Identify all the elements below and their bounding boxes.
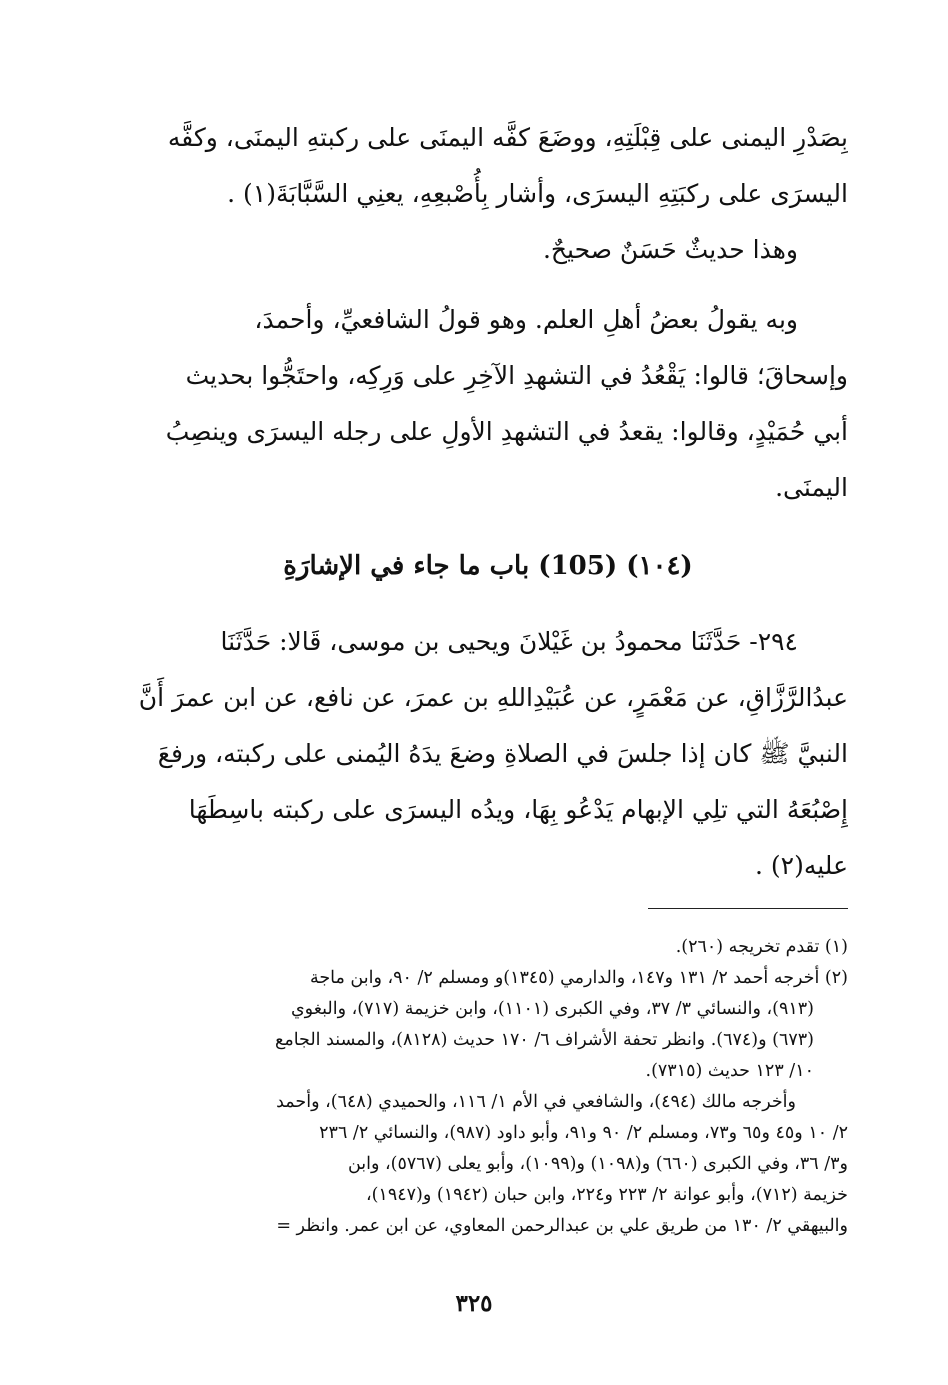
footnote-2-continuation: ٢/ ١٠ و٤٥ و٦٥ و٧٣، ومسلم ٢/ ٩٠ و٩١، وأبو داود (٩٨٧)، والنسائي ٢/ ٢٣٦ xyxy=(319,1123,848,1143)
hadith-paragraph xyxy=(128,614,848,894)
text-line: وهذا حديثٌ حَسَنٌ صحيحٌ. xyxy=(542,235,798,264)
footnote-1: (١) تقدم تخريجه (٢٦٠). xyxy=(675,937,848,957)
footnote-2-line: (٦٧٣) و(٦٧٤). وانظر تحفة الأشراف ٦/ ١٧٠ حديث (٨١٢٨)، والمسند الجامع xyxy=(275,1030,814,1050)
footnote-2-line: (٩١٣)، والنسائي ٣/ ٣٧، وفي الكبرى (١١٠١)، وابن خزيمة (٧١٧)، والبغوي xyxy=(290,999,814,1019)
paragraph-continuation xyxy=(128,110,848,222)
hadith-grading xyxy=(128,222,848,278)
text-line: وبه يقولُ بعضُ أهلِ العلم. وهو قولُ الشافعيِّ، وأحمدَ، xyxy=(254,305,798,334)
footnote-2-line: (٢) أخرجه أحمد ٢/ ١٣١ و١٤٧، والدارمي (١٣٤٥)و ومسلم ٢/ ٩٠، وابن ماجة xyxy=(309,968,848,988)
footnote-2-continuation: و٣/ ٣٦، وفي الكبرى (٦٦٠) و(١٠٩٨) و(١٠٩٩)، وأبو يعلى (٥٧٦٧)، وابن xyxy=(347,1154,848,1174)
scholars-opinion-paragraph xyxy=(128,292,848,516)
text-line: النبيَّ ﷺ كان إذا جلسَ في الصلاةِ وضعَ يدَهُ اليُمنى على ركبته، ورفعَ xyxy=(157,739,848,768)
footnote-2-continuation: وأخرجه مالك (٤٩٤)، والشافعي في الأم ١/ ١١٦، والحميدي (٦٤٨)، وأحمد xyxy=(276,1092,796,1112)
page-number: ٣٢٥ xyxy=(455,1290,493,1317)
chapter-heading: (١٠٤) (105) باب ما جاء في الإشارَةِ xyxy=(283,551,693,581)
footnote-2-continuation: خزيمة (٧١٢)، وأبو عوانة ٢/ ٢٢٣ و٢٢٤، وابن حبان (١٩٤٢) و(١٩٤٧)، xyxy=(365,1185,848,1205)
text-line: عليه(٢) . xyxy=(755,851,848,880)
text-line: بِصَدْرِ اليمنى على قِبْلَتِهِ، ووضَعَ كفَّه اليمنَى على ركبتهِ اليمنَى، وكفَّه xyxy=(167,123,848,152)
footnotes xyxy=(128,932,848,1242)
text-line: عبدُالرَّزَّاقِ، عن مَعْمَرٍ، عن عُبَيْدِاللهِ بن عمرَ، عن نافع، عن ابن عمرَ أَنَّ xyxy=(138,683,848,712)
footnote-separator xyxy=(648,908,848,909)
text-line: أبي حُمَيْدٍ، وقالوا: يقعدُ في التشهدِ الأولِ على رجله اليسرَى وينصِبُ xyxy=(165,417,848,446)
text-line: اليسرَى على ركبَتِهِ اليسرَى، وأشار بِأُصْبعِهِ، يعنِي السَّبَّابَةَ(١) . xyxy=(227,179,848,208)
footnote-2-line: ١٠/ ١٢٣ حديث (٧٣١٥). xyxy=(645,1061,814,1081)
footnote-2-continuation: والبيهقي ٢/ ١٣٠ من طريق علي بن عبدالرحمن المعاوي، عن ابن عمر. وانظر = xyxy=(276,1216,848,1236)
text-line: وإسحاقَ؛ قالوا: يَقْعُدُ في التشهدِ الآخِرِ على وَرِكِه، واحتَجُّوا بحديث xyxy=(185,361,848,390)
text-line: اليمنَى. xyxy=(775,473,848,502)
text-line: إِصْبُعَهُ التي تلِي الإبهام يَدْعُو بِهَا، ويدُه اليسرَى على ركبته باسِطَهَا xyxy=(188,795,848,824)
text-line: ٢٩٤- حَدَّثَنَا محمودُ بن غَيْلانَ ويحيى بن موسى، قَالا: حَدَّثَنَا xyxy=(220,627,798,656)
